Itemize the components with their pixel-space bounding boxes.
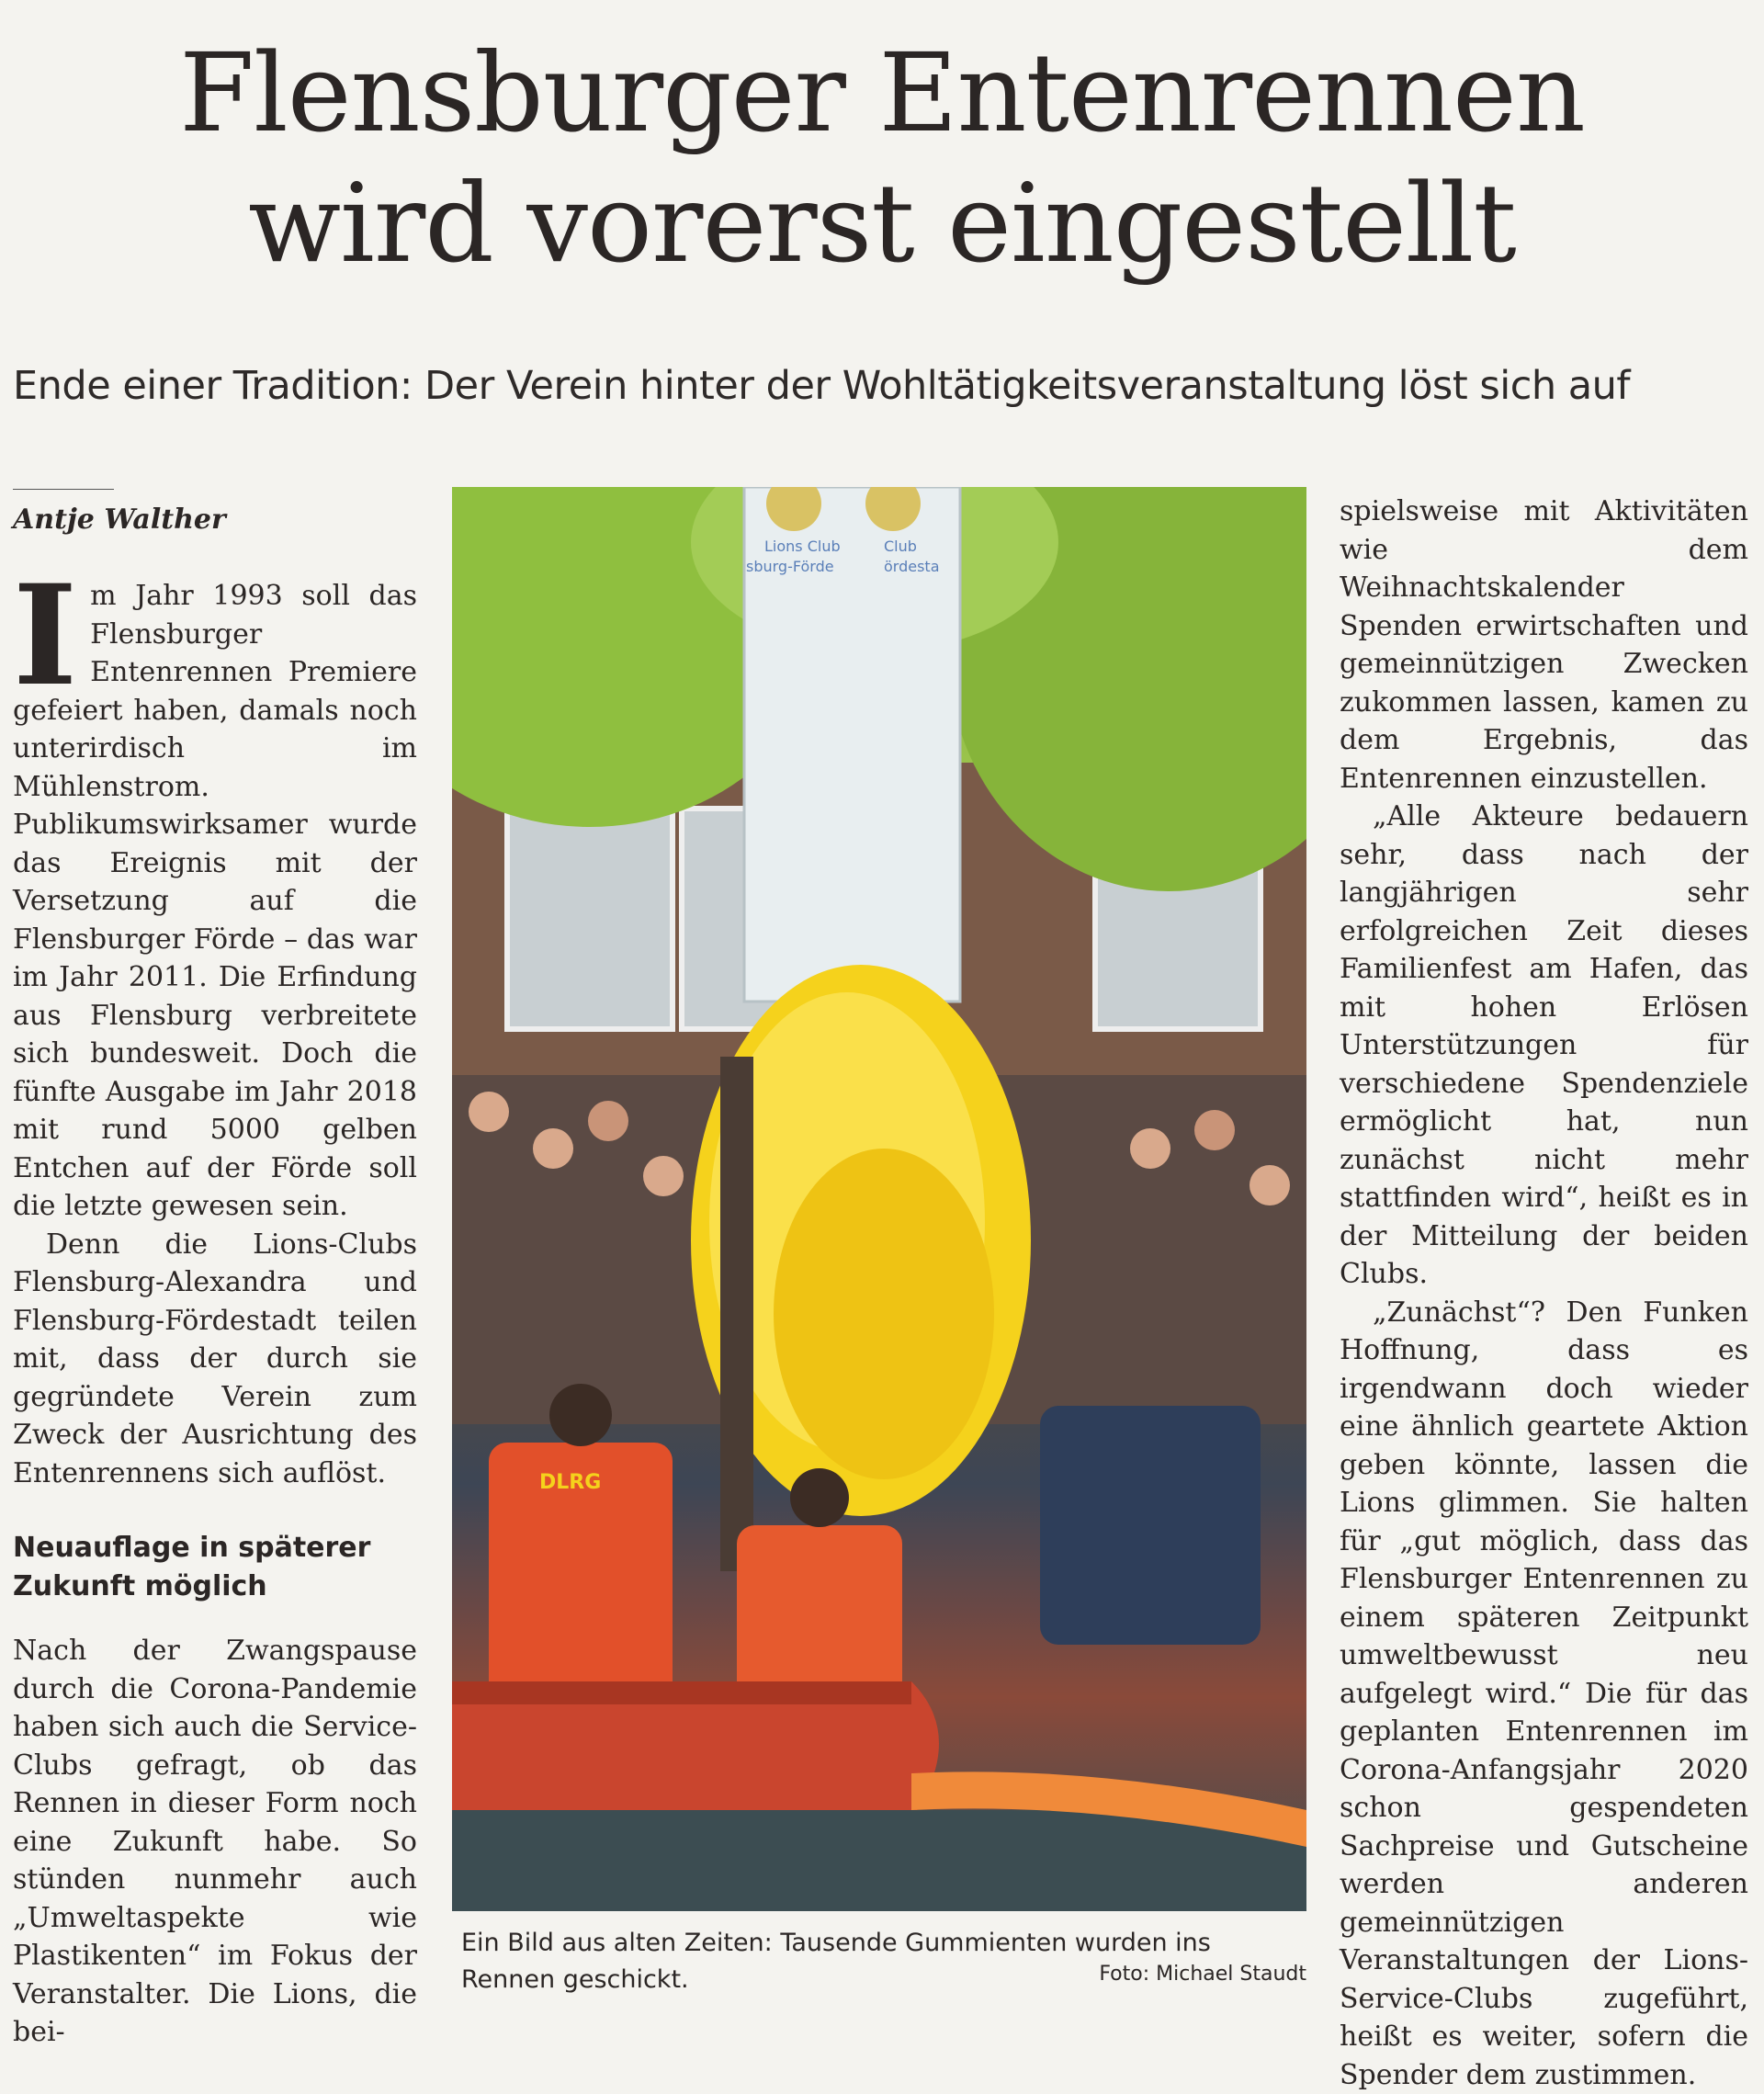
headline [0,28,1764,289]
boat-rim [452,1681,911,1704]
photo-illustration [452,487,1306,1911]
text-column-left [13,577,417,2052]
spectator-head [588,1101,628,1141]
paragraph-2: Denn die Lions-Clubs Flensburg-Alexandra und Flensburg-Fördestadt teilen mit, dass der durch sie gegründete Verein zum Zweck der Ausrichtung des Entenrennens sich auflöst. [13,1226,417,1493]
bag-print: sburg-Förde [746,558,834,575]
spectator-head [1194,1110,1235,1150]
section-heading: Neuauflage in späterer Zukunft möglich [13,1529,417,1606]
text-column-right [1340,492,1748,2094]
bag-print: ördesta [884,558,940,575]
lifeguard-head [790,1468,849,1527]
drop-cap: I [13,581,77,691]
spectator-head [533,1128,573,1169]
article-photo [452,487,1306,1911]
lifeguard-head [549,1384,612,1446]
headline-line-2: wird vorerst eingestellt [0,158,1764,289]
window [507,809,673,1029]
helper [1040,1406,1261,1645]
author-byline: Antje Walther [13,504,226,536]
paragraph-intro [13,577,417,1226]
headline-line-1: Flensburger Entenrennen [0,28,1764,158]
vest-lettering: DLRG [539,1471,601,1494]
paragraph-6: „Zunächst“? Den Funken Hoffnung, dass es irgendwann doch wieder eine ähnlich geartete Aktion geben könnte, lassen die Lions glimmen. Sie halten für „gut möglich, dass das Flensburger Entenrennen zu einem späteren Zeitpunkt umweltbewusst neu aufgelegt wird.“ Die für das geplanten Entenrennen im Corona-Anfangsjahr 2020 schon gespendeten Sachpreise und Gutscheine werden anderen gemeinnützigen Veranstaltungen der Lions-Service-Clubs zugeführt, heißt es weiter, sofern die Spender dem zustimmen. [1340,1294,1748,2094]
bag-print: Club [884,538,917,555]
photo-credit: Foto: Michael Staudt [1093,1963,1306,1986]
bag-print: Lions Club [764,538,841,555]
spectator-head [1250,1165,1290,1205]
paragraph-1-text: m Jahr 1993 soll das Flensburger Entenrennen Premiere gefeiert haben, damals noch unterirdisch im Mühlenstrom. Publikumswirksamer wurde das Ereignis mit der Versetzung auf die Flensburger Förde – das war im Jahr 2011. Die Erfindung aus Flensburg verbreitete sich bundesweit. Doch die fünfte Ausgabe im Jahr 2018 mit rund 5000 gelben Entchen auf der Förde soll die letzte gewesen sein. [13,580,417,1222]
author-rule [13,489,114,490]
paragraph-3: Nach der Zwangspause durch die Corona-Pandemie haben sich auch die Service-Clubs gefragt, ob das Rennen in dieser Form noch eine Zukunft habe. So stünden nunmehr auch „Umweltaspekte wie Plastikenten“ im Fokus der Veranstalter. Die Lions, die bei- [13,1632,417,2052]
subheadline: Ende einer Tradition: Der Verein hinter der Wohltätigkeitsveranstaltung löst sich auf [13,363,1758,409]
spectator-head [643,1156,684,1196]
paragraph-4: spielsweise mit Aktivitäten wie dem Weihnachtskalender Spenden erwirtschaften und gemeinnützigen Zwecken zukommen lassen, kamen zu dem Ergebnis, das Entenrennen einzustellen. [1340,492,1748,798]
water [452,1810,1306,1911]
photo-caption: Ein Bild aus alten Zeiten: Tausende Gummienten wurden ins Rennen geschickt. [461,1925,1306,1998]
mooring-pole [720,1057,753,1571]
spectator-head [469,1092,509,1132]
spectator-head [1130,1128,1170,1169]
paragraph-5: „Alle Akteure bedauern sehr, dass nach der langjährigen sehr erfolgreichen Zeit dieses Familienfest am Hafen, das mit hohen Erlösen Unterstützungen für verschiedene Spendenziele ermöglicht hat, nun zunächst nicht mehr stattfinden wird“, heißt es in der Mitteilung der beiden Clubs. [1340,798,1748,1294]
rubber-ducks [774,1149,994,1479]
